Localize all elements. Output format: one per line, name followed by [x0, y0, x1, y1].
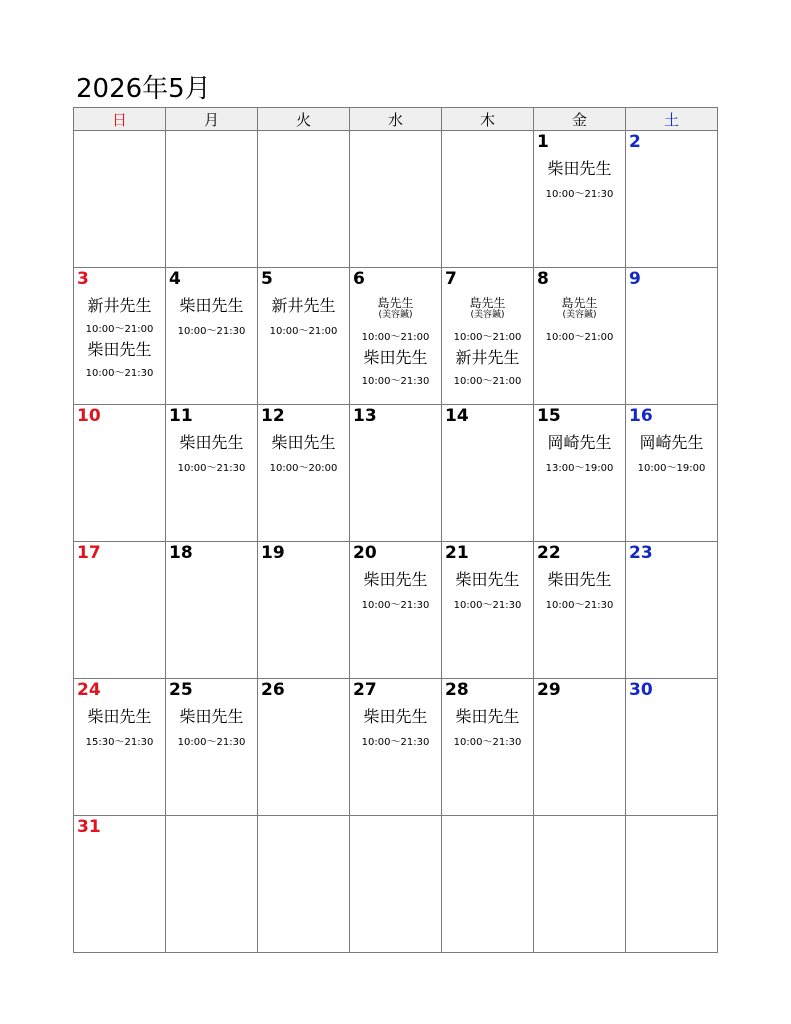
day-number: 5	[261, 269, 273, 289]
schedule-entry	[258, 296, 349, 338]
teacher-name: 柴田先生	[179, 707, 244, 726]
day-cell	[74, 131, 166, 268]
day-number: 22	[537, 543, 561, 563]
day-cell	[74, 268, 166, 405]
day-cell	[350, 679, 442, 816]
day-cell	[534, 268, 626, 405]
schedule-entry	[74, 340, 165, 380]
schedule-entries	[534, 433, 625, 475]
day-cell	[258, 268, 350, 405]
day-number: 30	[629, 680, 653, 700]
day-number: 26	[261, 680, 285, 700]
day-number: 18	[169, 543, 193, 563]
day-cell	[258, 679, 350, 816]
day-number: 14	[445, 406, 469, 426]
schedule-entry	[166, 296, 257, 338]
day-number: 19	[261, 543, 285, 563]
day-number: 2	[629, 132, 641, 152]
day-cell	[442, 131, 534, 268]
day-cell	[350, 816, 442, 953]
day-cell	[350, 131, 442, 268]
day-cell	[626, 816, 718, 953]
day-cell	[258, 542, 350, 679]
day-number: 15	[537, 406, 561, 426]
treatment-note: (美容鍼)	[562, 310, 597, 320]
day-cell	[166, 542, 258, 679]
schedule-entry	[350, 570, 441, 612]
day-number: 16	[629, 406, 653, 426]
time-range: 10:00〜21:00	[453, 376, 522, 387]
schedule-entry	[534, 570, 625, 612]
schedule-entries	[258, 433, 349, 475]
time-range: 10:00〜21:30	[453, 600, 522, 611]
weekday-header: 日	[74, 108, 166, 131]
week-row	[74, 679, 718, 816]
day-cell	[534, 679, 626, 816]
schedule-entry	[534, 159, 625, 201]
day-cell	[534, 131, 626, 268]
day-number: 28	[445, 680, 469, 700]
teacher-name: 柴田先生	[87, 707, 152, 726]
weekday-header-row	[74, 108, 718, 131]
time-range: 10:00〜21:30	[361, 737, 430, 748]
day-cell	[442, 405, 534, 542]
schedule-entries	[350, 570, 441, 612]
schedule-entries	[442, 296, 533, 388]
day-cell	[166, 268, 258, 405]
day-cell	[442, 268, 534, 405]
time-range: 10:00〜21:00	[361, 332, 430, 343]
calendar-grid	[73, 107, 718, 953]
time-range: 10:00〜21:00	[85, 324, 154, 335]
day-number: 25	[169, 680, 193, 700]
schedule-entry	[166, 707, 257, 749]
day-number: 7	[445, 269, 457, 289]
schedule-entries	[258, 296, 349, 338]
schedule-entry	[534, 433, 625, 475]
day-number: 21	[445, 543, 469, 563]
teacher-name: 柴田先生	[179, 296, 244, 315]
teacher-name: 島先生	[469, 296, 506, 310]
time-range: 10:00〜19:00	[637, 463, 706, 474]
week-row	[74, 542, 718, 679]
schedule-entry	[258, 433, 349, 475]
week-row	[74, 816, 718, 953]
teacher-name: 柴田先生	[87, 340, 152, 359]
teacher-name: 柴田先生	[547, 159, 612, 178]
day-cell	[166, 405, 258, 542]
treatment-note: (美容鍼)	[378, 310, 413, 320]
schedule-entries	[166, 707, 257, 749]
day-cell	[74, 816, 166, 953]
day-number: 29	[537, 680, 561, 700]
teacher-name: 柴田先生	[363, 570, 428, 589]
day-number: 27	[353, 680, 377, 700]
time-range: 10:00〜21:30	[361, 376, 430, 387]
time-range: 10:00〜21:30	[545, 600, 614, 611]
weekday-header: 火	[258, 108, 350, 131]
day-number: 24	[77, 680, 101, 700]
day-number: 10	[77, 406, 101, 426]
schedule-entries	[350, 296, 441, 388]
schedule-entries	[534, 296, 625, 344]
time-range: 15:30〜21:30	[85, 737, 154, 748]
teacher-name: 岡崎先生	[639, 433, 704, 452]
day-number: 1	[537, 132, 549, 152]
teacher-name: 柴田先生	[547, 570, 612, 589]
day-cell	[534, 542, 626, 679]
day-cell	[442, 816, 534, 953]
day-number: 8	[537, 269, 549, 289]
day-number: 4	[169, 269, 181, 289]
day-cell	[626, 131, 718, 268]
schedule-entry	[166, 433, 257, 475]
teacher-name: 島先生	[561, 296, 598, 310]
day-cell	[350, 542, 442, 679]
weekday-header: 木	[442, 108, 534, 131]
day-number: 9	[629, 269, 641, 289]
day-number: 17	[77, 543, 101, 563]
day-number: 11	[169, 406, 193, 426]
schedule-entries	[534, 570, 625, 612]
teacher-name: 柴田先生	[179, 433, 244, 452]
day-number: 3	[77, 269, 89, 289]
schedule-entry	[350, 707, 441, 749]
teacher-name: 柴田先生	[455, 707, 520, 726]
day-cell	[166, 131, 258, 268]
schedule-entries	[166, 296, 257, 338]
teacher-name: 新井先生	[87, 296, 152, 315]
teacher-name: 柴田先生	[271, 433, 336, 452]
teacher-name: 新井先生	[271, 296, 336, 315]
day-cell	[626, 405, 718, 542]
weekday-header: 土	[626, 108, 718, 131]
time-range: 10:00〜21:30	[545, 189, 614, 200]
day-cell	[258, 816, 350, 953]
day-cell	[626, 542, 718, 679]
day-cell	[350, 268, 442, 405]
weekday-header: 水	[350, 108, 442, 131]
schedule-entry	[534, 296, 625, 344]
day-number: 13	[353, 406, 377, 426]
time-range: 10:00〜21:00	[545, 332, 614, 343]
time-range: 10:00〜21:30	[85, 368, 154, 379]
schedule-entries	[350, 707, 441, 749]
treatment-note: (美容鍼)	[470, 310, 505, 320]
teacher-name: 柴田先生	[363, 348, 428, 367]
week-row	[74, 405, 718, 542]
day-cell	[258, 131, 350, 268]
time-range: 10:00〜21:00	[453, 332, 522, 343]
day-number: 20	[353, 543, 377, 563]
day-cell	[626, 268, 718, 405]
day-cell	[74, 405, 166, 542]
schedule-entry	[74, 296, 165, 336]
teacher-name: 新井先生	[455, 348, 520, 367]
teacher-name: 島先生	[377, 296, 414, 310]
day-number: 31	[77, 817, 101, 837]
schedule-entry	[442, 707, 533, 749]
day-cell	[534, 816, 626, 953]
day-cell	[166, 816, 258, 953]
day-cell	[166, 679, 258, 816]
time-range: 10:00〜21:30	[177, 737, 246, 748]
day-cell	[442, 679, 534, 816]
schedule-entry	[626, 433, 717, 475]
day-cell	[626, 679, 718, 816]
day-cell	[258, 405, 350, 542]
week-row	[74, 131, 718, 268]
time-range: 13:00〜19:00	[545, 463, 614, 474]
weekday-header: 月	[166, 108, 258, 131]
day-cell	[534, 405, 626, 542]
day-cell	[442, 542, 534, 679]
schedule-entry	[442, 570, 533, 612]
time-range: 10:00〜21:30	[453, 737, 522, 748]
day-cell	[350, 405, 442, 542]
schedule-entries	[626, 433, 717, 475]
time-range: 10:00〜20:00	[269, 463, 338, 474]
page-title: 2026年5月	[76, 74, 211, 104]
schedule-entry	[350, 296, 441, 344]
teacher-name: 柴田先生	[455, 570, 520, 589]
schedule-entries	[74, 296, 165, 380]
day-cell	[74, 542, 166, 679]
teacher-name: 柴田先生	[363, 707, 428, 726]
day-number: 12	[261, 406, 285, 426]
schedule-entries	[74, 707, 165, 749]
week-row	[74, 268, 718, 405]
teacher-name: 岡崎先生	[547, 433, 612, 452]
schedule-entry	[442, 296, 533, 344]
day-cell	[74, 679, 166, 816]
time-range: 10:00〜21:30	[177, 326, 246, 337]
weekday-header: 金	[534, 108, 626, 131]
time-range: 10:00〜21:00	[269, 326, 338, 337]
day-number: 6	[353, 269, 365, 289]
schedule-entries	[534, 159, 625, 201]
day-number: 23	[629, 543, 653, 563]
schedule-entries	[442, 707, 533, 749]
time-range: 10:00〜21:30	[361, 600, 430, 611]
schedule-entry	[74, 707, 165, 749]
schedule-entry	[442, 348, 533, 388]
schedule-entries	[166, 433, 257, 475]
time-range: 10:00〜21:30	[177, 463, 246, 474]
schedule-entries	[442, 570, 533, 612]
schedule-entry	[350, 348, 441, 388]
